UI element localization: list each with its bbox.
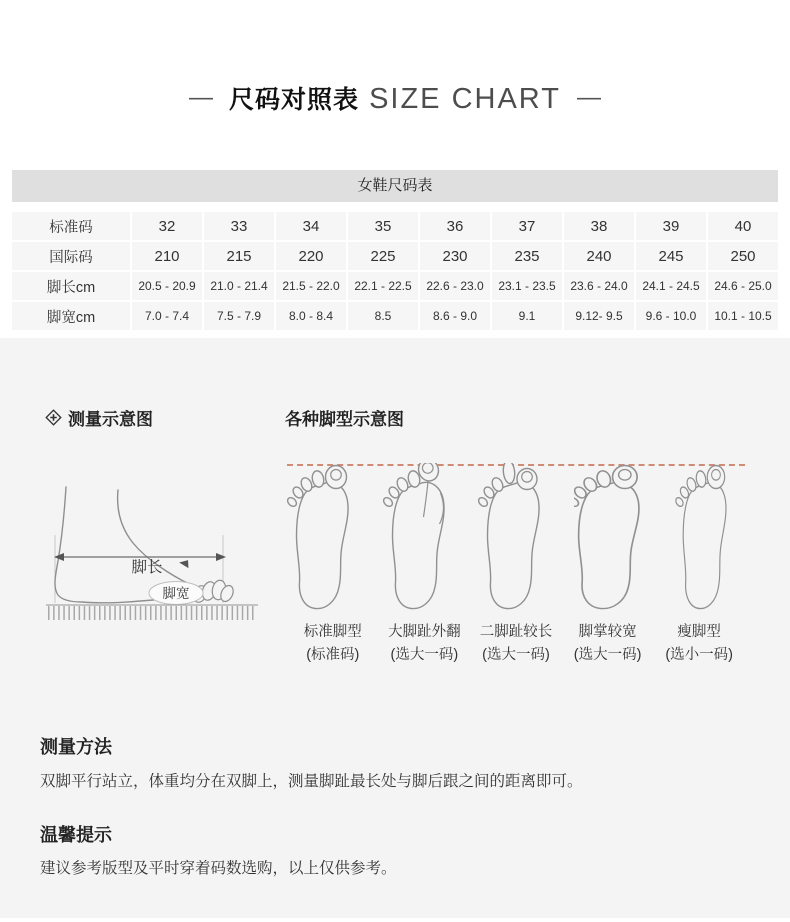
title-dash-right: — bbox=[576, 84, 601, 111]
tips-body: 建议参考版型及平时穿着码数选购，以上仅供参考。 bbox=[40, 860, 397, 877]
foot-type-note: (标准码) bbox=[306, 647, 360, 663]
table-cell: 22.6 - 23.0 bbox=[420, 272, 490, 300]
table-cell: 22.1 - 22.5 bbox=[348, 272, 418, 300]
table-cell: 245 bbox=[636, 242, 706, 270]
row-label-foot-width: 脚宽cm bbox=[12, 302, 130, 330]
table-cell: 8.6 - 9.0 bbox=[420, 302, 490, 330]
foot-diagram-standard bbox=[287, 463, 363, 615]
table-cell: 32 bbox=[132, 212, 202, 240]
table-cell: 21.5 - 22.0 bbox=[276, 272, 346, 300]
row-label-intl-size: 国际码 bbox=[12, 242, 130, 270]
table-cell: 36 bbox=[420, 212, 490, 240]
foot-type-label bbox=[653, 621, 745, 667]
table-cell: 9.1 bbox=[492, 302, 562, 330]
table-cell: 23.1 - 23.5 bbox=[492, 272, 562, 300]
size-table bbox=[12, 170, 778, 330]
table-cell: 210 bbox=[132, 242, 202, 270]
foot-type-label bbox=[287, 621, 379, 667]
foot-type-name: 二脚趾较长 bbox=[479, 624, 553, 640]
diamond-plus-icon bbox=[44, 408, 63, 427]
foot-types-section-title bbox=[285, 405, 404, 430]
table-cell: 20.5 - 20.9 bbox=[132, 272, 202, 300]
foot-type-name: 大脚趾外翻 bbox=[388, 624, 461, 640]
foot-type-label bbox=[562, 621, 654, 667]
table-cell: 7.0 - 7.4 bbox=[132, 302, 202, 330]
foot-width-label: 脚宽 bbox=[162, 586, 190, 601]
table-cell: 250 bbox=[708, 242, 778, 270]
foot-type-note: (选大一码) bbox=[573, 647, 642, 663]
title-dash-left: — bbox=[189, 84, 214, 111]
foot-diagram-bunion bbox=[383, 463, 459, 615]
row-label-standard-size: 标准码 bbox=[12, 212, 130, 240]
row-label-foot-length: 脚长cm bbox=[12, 272, 130, 300]
foot-type-diagrams bbox=[287, 463, 745, 615]
table-cell: 9.12- 9.5 bbox=[564, 302, 634, 330]
title-zh: 尺码对照表 bbox=[229, 86, 360, 114]
table-cell: 220 bbox=[276, 242, 346, 270]
table-cell: 24.1 - 24.5 bbox=[636, 272, 706, 300]
table-cell: 7.5 - 7.9 bbox=[204, 302, 274, 330]
tips-title: 温馨提示 bbox=[40, 825, 112, 845]
table-cell: 35 bbox=[348, 212, 418, 240]
foot-type-label bbox=[470, 621, 562, 667]
foot-type-note: (选小一码) bbox=[665, 647, 733, 663]
foot-type-note: (选大一码) bbox=[482, 647, 550, 663]
foot-type-label bbox=[379, 621, 471, 667]
table-cell: 40 bbox=[708, 212, 778, 240]
foot-type-name: 标准脚型 bbox=[303, 624, 362, 640]
measure-section-label: 测量示意图 bbox=[68, 410, 153, 429]
table-cell: 9.6 - 10.0 bbox=[636, 302, 706, 330]
foot-diagram-narrow bbox=[669, 463, 745, 615]
foot-type-name: 脚掌较宽 bbox=[578, 624, 637, 640]
table-cell: 215 bbox=[204, 242, 274, 270]
title-en: SIZE CHART bbox=[369, 83, 561, 115]
foot-length-label: 脚长 bbox=[131, 559, 163, 576]
size-table-grid bbox=[12, 212, 778, 330]
foot-type-labels bbox=[287, 621, 745, 667]
foot-diagram-long-second bbox=[478, 463, 554, 615]
method-title: 测量方法 bbox=[40, 737, 112, 757]
table-cell: 21.0 - 21.4 bbox=[204, 272, 274, 300]
table-cell: 230 bbox=[420, 242, 490, 270]
table-cell: 38 bbox=[564, 212, 634, 240]
foot-type-name: 瘦脚型 bbox=[677, 624, 721, 640]
size-table-caption: 女鞋尺码表 bbox=[12, 170, 778, 202]
table-cell: 8.5 bbox=[348, 302, 418, 330]
table-cell: 33 bbox=[204, 212, 274, 240]
title-text bbox=[229, 80, 561, 116]
table-cell: 37 bbox=[492, 212, 562, 240]
table-cell: 235 bbox=[492, 242, 562, 270]
table-cell: 34 bbox=[276, 212, 346, 240]
foot-measurement-diagram bbox=[30, 443, 265, 628]
table-cell: 8.0 - 8.4 bbox=[276, 302, 346, 330]
table-cell: 240 bbox=[564, 242, 634, 270]
table-cell: 39 bbox=[636, 212, 706, 240]
measure-section-title bbox=[44, 405, 153, 430]
page-title bbox=[0, 78, 790, 118]
foot-diagram-wide bbox=[574, 463, 650, 615]
foot-type-note: (选大一码) bbox=[390, 647, 459, 663]
table-cell: 10.1 - 10.5 bbox=[708, 302, 778, 330]
foot-types-section-label: 各种脚型示意图 bbox=[285, 410, 404, 429]
table-cell: 24.6 - 25.0 bbox=[708, 272, 778, 300]
table-cell: 225 bbox=[348, 242, 418, 270]
method-body: 双脚平行站立，体重均分在双脚上，测量脚趾最长处与脚后跟之间的距离即可。 bbox=[40, 773, 583, 790]
table-cell: 23.6 - 24.0 bbox=[564, 272, 634, 300]
